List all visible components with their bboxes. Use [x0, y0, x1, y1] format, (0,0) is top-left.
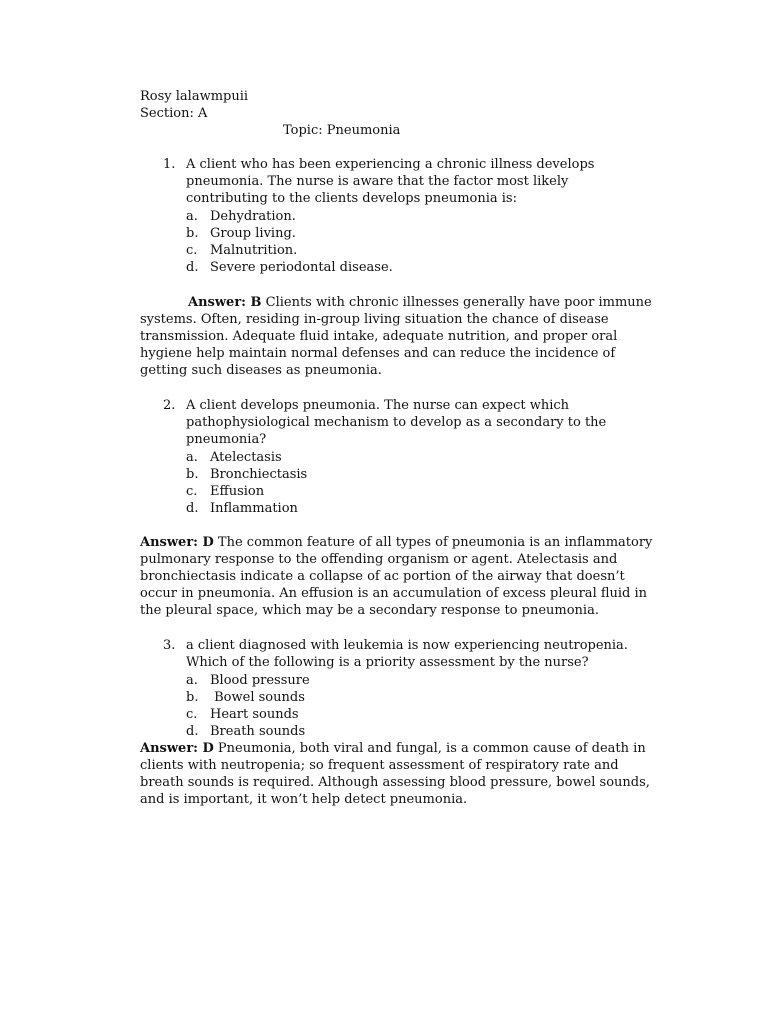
option-letter: d. — [186, 260, 199, 275]
option-a — [186, 672, 310, 689]
option-letter: a. — [186, 209, 198, 224]
option-letter: a. — [186, 673, 198, 688]
option-b — [186, 689, 305, 706]
option-a — [186, 208, 296, 225]
option-letter: b. — [186, 690, 199, 705]
option-text: Bronchiectasis — [210, 467, 308, 482]
question-number: 3. — [163, 638, 176, 653]
answer-3 — [140, 740, 660, 808]
option-letter: c. — [186, 243, 198, 258]
option-text: Bowel sounds — [210, 690, 305, 705]
answer-label: Answer: D — [140, 535, 214, 550]
option-letter: d. — [186, 724, 199, 739]
question-number: 1. — [163, 157, 176, 172]
option-letter: c. — [186, 707, 198, 722]
option-text: Malnutrition. — [210, 243, 298, 258]
option-c — [186, 242, 297, 259]
option-c — [186, 483, 264, 500]
section-label: Section: A — [140, 106, 208, 121]
answer-label: Answer: D — [140, 741, 214, 756]
question-text: a client diagnosed with leukemia is now experiencing neutropenia. Which of the following is a priority assessment by the nurse? — [186, 638, 628, 670]
option-text: Effusion — [210, 484, 265, 499]
option-text: Atelectasis — [210, 450, 282, 465]
answer-2 — [140, 534, 660, 619]
question-number: 2. — [163, 398, 176, 413]
option-text: Inflammation — [210, 501, 298, 516]
option-b — [186, 225, 296, 242]
option-text: Dehydration. — [210, 209, 296, 224]
answer-explanation: Pneumonia, both viral and fungal, is a common cause of death in clients with neutropenia; so frequent assessment of respiratory rate and breath sounds is required. Although assessing blood pressure, bowel sounds, and is important, it won’t help detect pneumonia. — [140, 741, 650, 807]
question-text: A client who has been experiencing a chronic illness develops pneumonia. The nurse is aware that the factor most likely contributing to the clients develops pneumonia is: — [186, 157, 595, 206]
student-name: Rosy lalawmpuii — [140, 89, 249, 104]
option-c — [186, 706, 299, 723]
option-letter: b. — [186, 467, 199, 482]
option-text: Blood pressure — [210, 673, 310, 688]
answer-explanation: The common feature of all types of pneumonia is an inflammatory pulmonary response to the offending organism or agent. Atelectasis and bronchiectasis indicate a collapse of ac portion of the airway that doesn’t occur in pneumonia. An effusion is an accumulation of excess pleural fluid in the pleural space, which may be a secondary response to pneumonia. — [140, 535, 653, 618]
option-letter: c. — [186, 484, 198, 499]
option-text: Heart sounds — [210, 707, 299, 722]
option-text: Severe periodontal disease. — [210, 260, 393, 275]
option-letter: b. — [186, 226, 199, 241]
option-letter: a. — [186, 450, 198, 465]
option-text: Breath sounds — [210, 724, 306, 739]
option-d — [186, 723, 305, 740]
option-a — [186, 449, 282, 466]
topic-heading: Topic: Pneumonia — [283, 123, 401, 138]
answer-1 — [140, 294, 660, 379]
option-letter: d. — [186, 501, 199, 516]
question-text: A client develops pneumonia. The nurse can expect which pathophysiological mechanism to develop as a secondary to the pneumonia? — [186, 398, 607, 447]
option-d — [186, 500, 298, 517]
option-text: Group living. — [210, 226, 296, 241]
answer-explanation: Clients with chronic illnesses generally have poor immune systems. Often, residing in-group living situation the chance of disease transmission. Adequate fluid intake, adequate nutrition, and proper oral hygiene help maintain normal defenses and can reduce the incidence of getting such diseases as pneumonia. — [140, 295, 652, 378]
option-d — [186, 259, 393, 276]
option-b — [186, 466, 307, 483]
answer-label: Answer: B — [188, 295, 262, 310]
